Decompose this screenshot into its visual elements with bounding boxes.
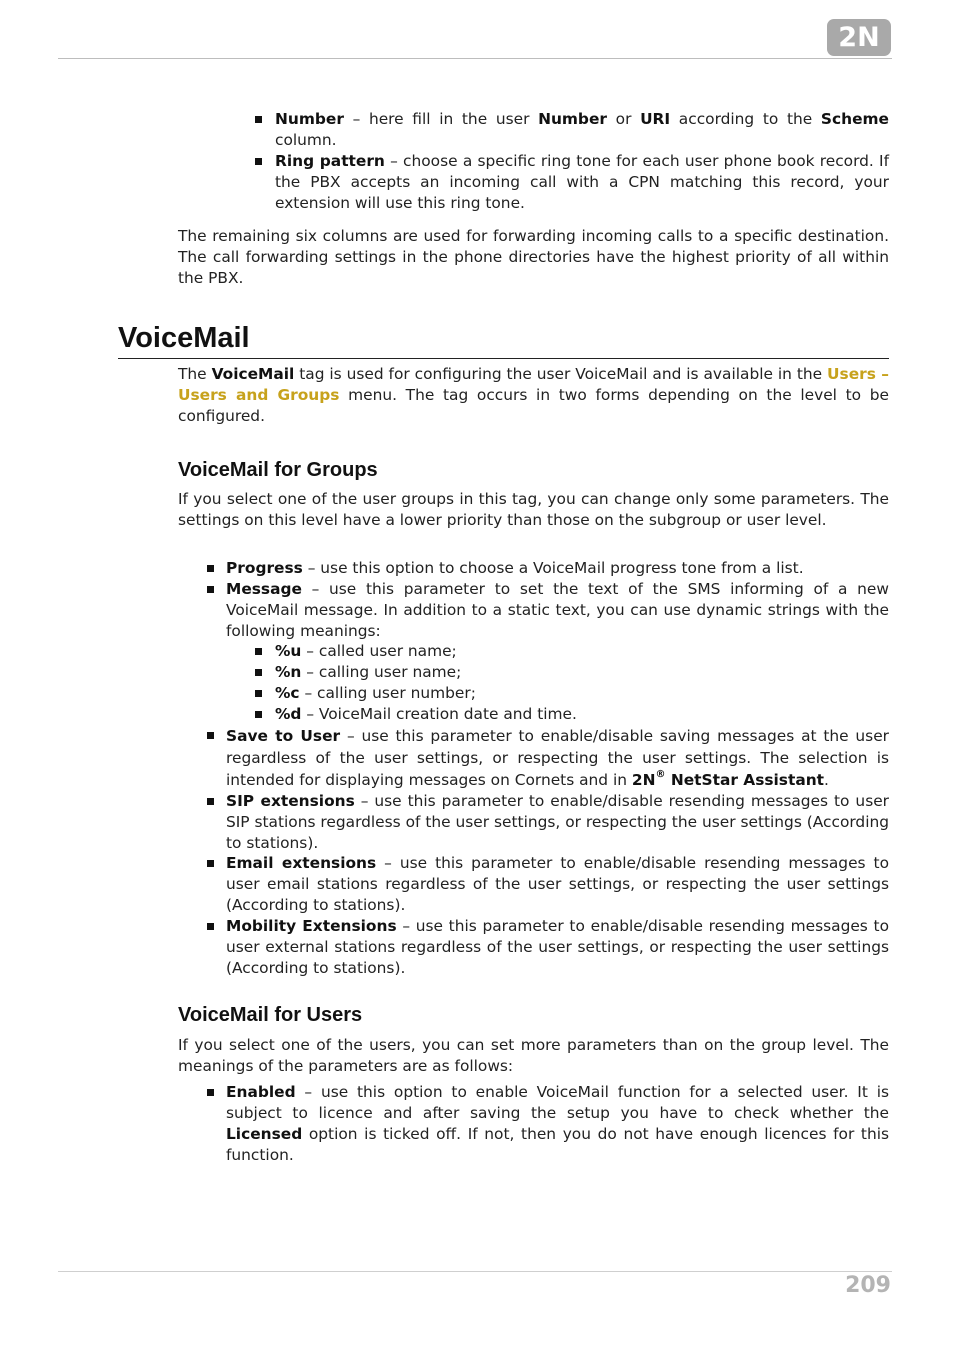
text: option is ticked off. If not, then you do not have enough licences for this function. xyxy=(226,1125,889,1164)
bullet-icon xyxy=(255,116,262,123)
text: or xyxy=(606,110,641,128)
term: SIP extensions xyxy=(226,792,355,810)
dyn-string-d xyxy=(275,704,889,725)
bullet-ring-pattern xyxy=(275,151,889,214)
header-divider xyxy=(58,58,892,59)
term: Message xyxy=(226,580,302,598)
bullet-icon xyxy=(207,798,214,805)
text: – use this parameter to set the text of the SMS informing of a new VoiceMail message. In addition to a static text, you can use dynamic strings with the following meanings: xyxy=(226,580,889,640)
bullet-icon xyxy=(207,923,214,930)
item-save-to-user xyxy=(226,725,889,791)
bullet-icon xyxy=(207,732,214,739)
text: – choose a specific ring tone for each user phone book record. If the PBX accepts an incoming call with a CPN matching this record, your extension will use this ring tone. xyxy=(275,152,889,212)
item-message xyxy=(226,579,889,642)
footer-divider xyxy=(58,1271,892,1272)
dyn-string-c xyxy=(275,683,889,704)
bullet-icon xyxy=(207,586,214,593)
users-intro: If you select one of the users, you can set more parameters than on the group level. The meanings of the parameters are as follows: xyxy=(178,1036,889,1075)
text: – here fill in the user xyxy=(343,110,539,128)
text: – use this option to enable VoiceMail function for a selected user. It is subject to licence and after saving the setup you have to check whether the xyxy=(226,1083,889,1122)
term: Scheme xyxy=(820,110,889,128)
bullet-icon xyxy=(207,1089,214,1096)
term: URI xyxy=(640,110,671,128)
term: Mobility Extensions xyxy=(226,917,397,935)
bullet-icon xyxy=(255,648,262,655)
page-number: 209 xyxy=(845,1273,891,1298)
text: – use this option to choose a VoiceMail progress tone from a list. xyxy=(302,559,804,577)
dyn-string-n xyxy=(275,662,889,683)
brand: 2N xyxy=(631,771,656,789)
text: column. xyxy=(275,131,337,149)
item-enabled xyxy=(226,1082,889,1166)
users-and-groups-link[interactable]: Users – Users and Groups xyxy=(178,365,889,404)
heading-voicemail-for-users: VoiceMail for Users xyxy=(178,1004,363,1026)
term-number: Number xyxy=(275,110,344,128)
heading-voicemail-for-groups: VoiceMail for Groups xyxy=(178,459,378,481)
bullet-icon xyxy=(207,860,214,867)
term-ring-pattern: Ring pattern xyxy=(275,152,385,170)
voicemail-intro xyxy=(178,364,889,427)
term: Enabled xyxy=(226,1083,296,1101)
text: – called user name; xyxy=(301,642,457,660)
bullet-icon xyxy=(207,565,214,572)
text: according to the xyxy=(670,110,821,128)
item-progress xyxy=(226,558,889,579)
bullet-icon xyxy=(255,711,262,718)
code: %c xyxy=(275,684,300,702)
product-name: NetStar Assistant xyxy=(665,771,825,789)
text: – use this parameter to enable/disable resending messages to user email stations regardless of the user settings, or respecting the user settings (According to stations). xyxy=(226,854,889,914)
registered-mark: ® xyxy=(655,768,666,780)
text: – use this parameter to enable/disable saving messages at the user regardless of the user settings, or respecting the user settings. The selection is intended for displaying messages on Cornets and in xyxy=(226,727,889,789)
groups-intro: If you select one of the user groups in this tag, you can change only some parameters. The settings on this level have a lower priority than those on the subgroup or user level. xyxy=(178,490,889,529)
forwarding-paragraph: The remaining six columns are used for forwarding incoming calls to a specific destination. The call forwarding settings in the phone directories have the highest priority of all within the PBX. xyxy=(178,227,889,287)
term: Progress xyxy=(226,559,303,577)
item-email-extensions xyxy=(226,853,889,916)
title-underline xyxy=(118,358,889,359)
item-mobility-extensions xyxy=(226,916,889,979)
term: Email extensions xyxy=(226,854,377,872)
text: – calling user number; xyxy=(299,684,476,702)
bullet-number xyxy=(275,109,889,151)
2n-logo: 2N xyxy=(827,19,891,56)
term: Licensed xyxy=(226,1125,303,1143)
term: Save to User xyxy=(226,727,341,745)
code: %u xyxy=(275,642,302,660)
section-title-voicemail: VoiceMail xyxy=(118,322,250,354)
bullet-icon xyxy=(255,158,262,165)
code: %d xyxy=(275,705,302,723)
code: %n xyxy=(275,663,302,681)
text: – VoiceMail creation date and time. xyxy=(301,705,577,723)
term: Number xyxy=(538,110,607,128)
text: – use this parameter to enable/disable resending messages to user external stations regardless of the user settings, or respecting the user settings (According to stations). xyxy=(226,917,889,977)
text: – use this parameter to enable/disable resending messages to user SIP stations regardless of the user settings, or respecting the user settings (According to stations). xyxy=(226,792,890,852)
text: . xyxy=(824,771,829,789)
dyn-string-u xyxy=(275,641,889,662)
item-sip-extensions xyxy=(226,791,889,854)
text: – calling user name; xyxy=(301,663,462,681)
bullet-icon xyxy=(255,669,262,676)
text: menu. The tag occurs in two forms depending on the level to be configured. xyxy=(178,386,890,425)
text: The xyxy=(178,365,212,383)
bullet-icon xyxy=(255,690,262,697)
text: tag is used for configuring the user VoiceMail and is available in the xyxy=(294,365,828,383)
term: VoiceMail xyxy=(211,365,295,383)
